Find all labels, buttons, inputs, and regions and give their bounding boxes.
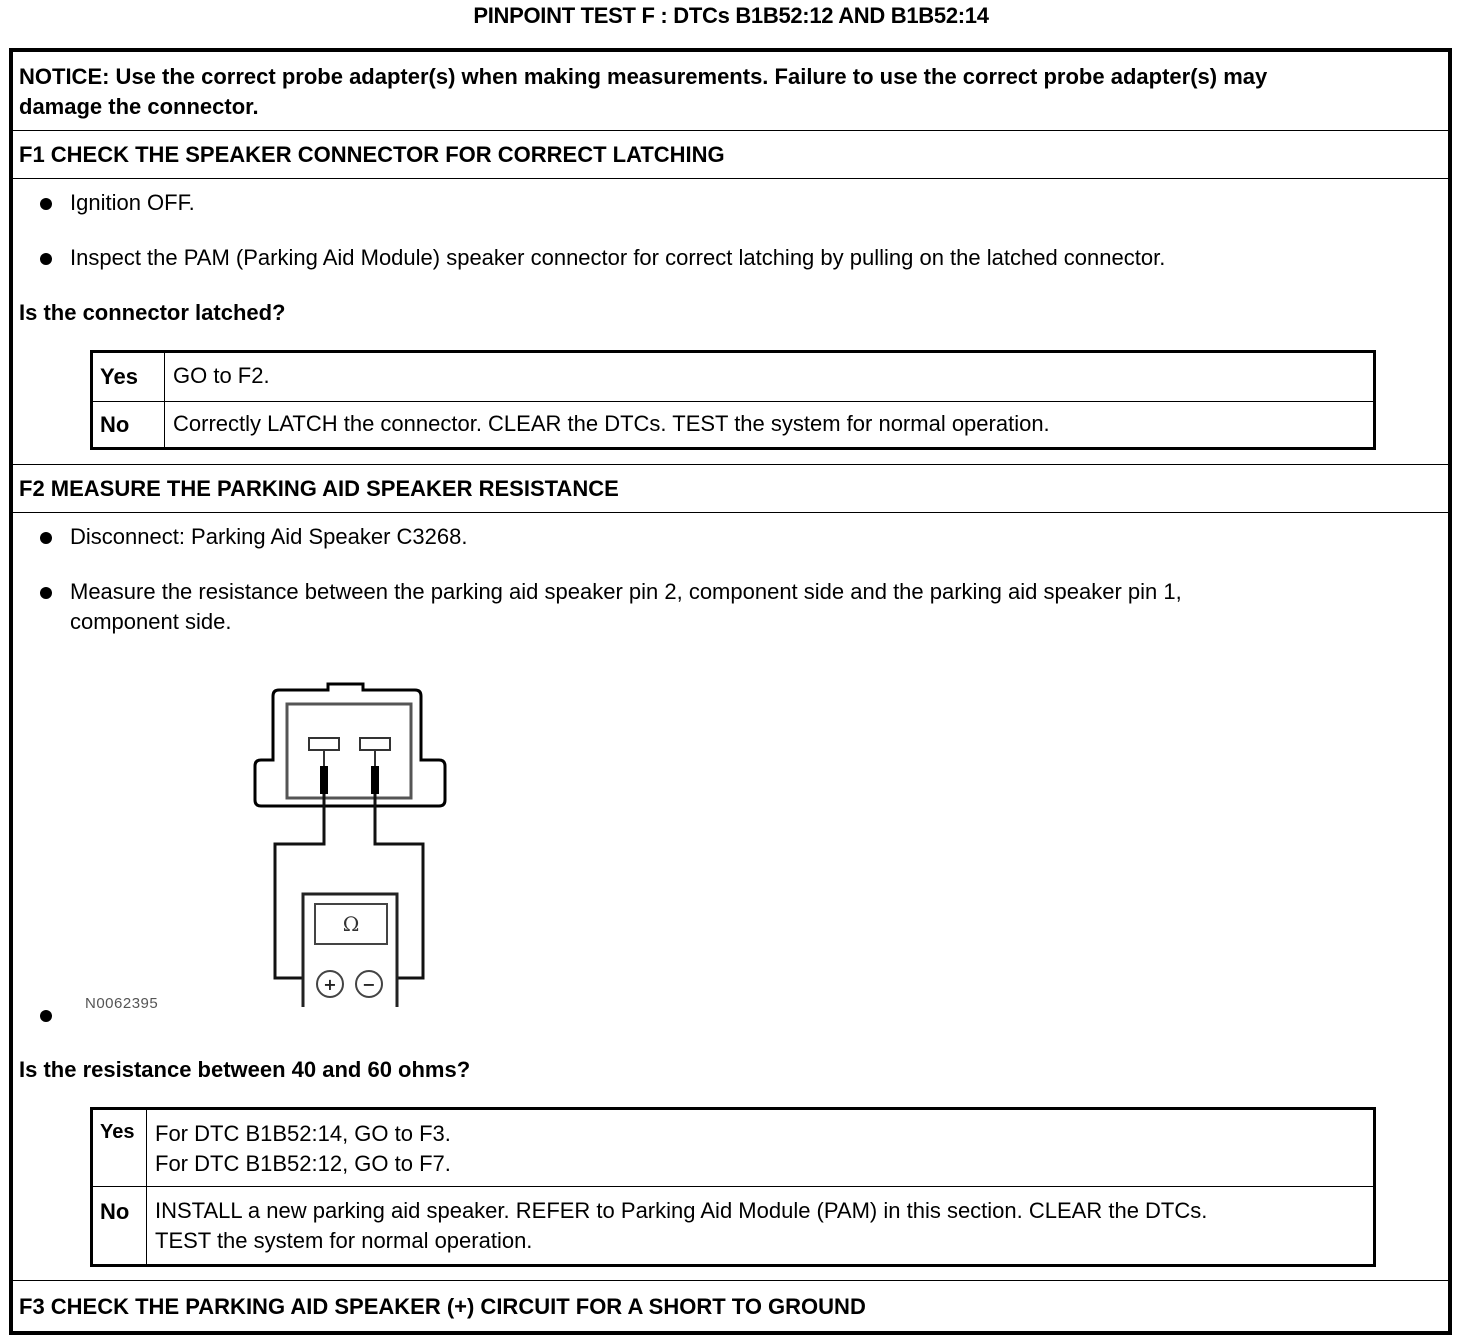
answer-no-label: No [100, 1199, 130, 1224]
column-divider [146, 1110, 147, 1264]
pin-1 [360, 738, 390, 750]
answer-no-text-1: INSTALL a new parking aid speaker. REFER to Parking Aid Module (PAM) in this section. CLEAR the DTCs. [155, 1198, 1208, 1223]
step-f2-bullet-2-cont: component side. [70, 609, 232, 634]
probe-tip-right [371, 766, 379, 794]
row-divider [93, 1186, 1373, 1187]
step-f1-answer-table [90, 350, 1376, 450]
divider [13, 464, 1448, 465]
pinpoint-test-table [9, 48, 1452, 1335]
step-f3-heading: F3 CHECK THE PARKING AID SPEAKER (+) CIRCUIT FOR A SHORT TO GROUND [19, 1294, 866, 1319]
step-f2-bullet-2: Measure the resistance between the parking aid speaker pin 2, component side and the parking aid speaker pin 1, [70, 579, 1182, 604]
bullet-icon [40, 587, 52, 599]
bullet-icon [40, 1010, 52, 1022]
answer-yes-label: Yes [100, 364, 138, 389]
answer-no-text-2: TEST the system for normal operation. [155, 1228, 533, 1253]
connector-ohmmeter-diagram [253, 682, 453, 1007]
row-divider [93, 401, 1373, 402]
column-divider [164, 353, 165, 447]
step-f1-heading: F1 CHECK THE SPEAKER CONNECTOR FOR CORRECT LATCHING [19, 142, 725, 167]
probe-tip-left [320, 766, 328, 794]
answer-yes-text: GO to F2. [173, 363, 270, 388]
minus-symbol: − [362, 975, 376, 994]
ohm-symbol: Ω [342, 912, 360, 936]
connector-face [287, 704, 411, 798]
step-f1-bullet-1: Ignition OFF. [70, 190, 195, 215]
bullet-icon [40, 198, 52, 210]
bullet-icon [40, 253, 52, 265]
divider [13, 1280, 1448, 1281]
pin-2 [309, 738, 339, 750]
notice-line-1: NOTICE: Use the correct probe adapter(s) when making measurements. Failure to use the correct probe adapter(s) may [19, 64, 1268, 89]
step-f2-answer-table [90, 1107, 1376, 1267]
page-title: PINPOINT TEST F : DTCs B1B52:12 AND B1B52:14 [473, 3, 989, 28]
answer-no-label: No [100, 412, 130, 437]
notice-line-2: damage the connector. [19, 94, 259, 119]
plus-symbol: + [323, 975, 337, 994]
step-f1-question: Is the connector latched? [19, 300, 286, 325]
answer-yes-label: Yes [100, 1121, 135, 1143]
divider [13, 178, 1448, 179]
answer-no-text: Correctly LATCH the connector. CLEAR the DTCs. TEST the system for normal operation. [173, 411, 1050, 436]
step-f2-bullet-1: Disconnect: Parking Aid Speaker C3268. [70, 524, 468, 549]
bullet-icon [40, 532, 52, 544]
step-f2-heading: F2 MEASURE THE PARKING AID SPEAKER RESISTANCE [19, 476, 619, 501]
divider [13, 130, 1448, 131]
figure-id: N0062395 [85, 995, 159, 1012]
step-f2-question: Is the resistance between 40 and 60 ohms? [19, 1057, 471, 1082]
answer-yes-text-1: For DTC B1B52:14, GO to F3. [155, 1121, 451, 1146]
answer-yes-text-2: For DTC B1B52:12, GO to F7. [155, 1151, 451, 1176]
step-f1-bullet-2: Inspect the PAM (Parking Aid Module) speaker connector for correct latching by pulling on the latched connector. [70, 245, 1166, 270]
divider [13, 512, 1448, 513]
